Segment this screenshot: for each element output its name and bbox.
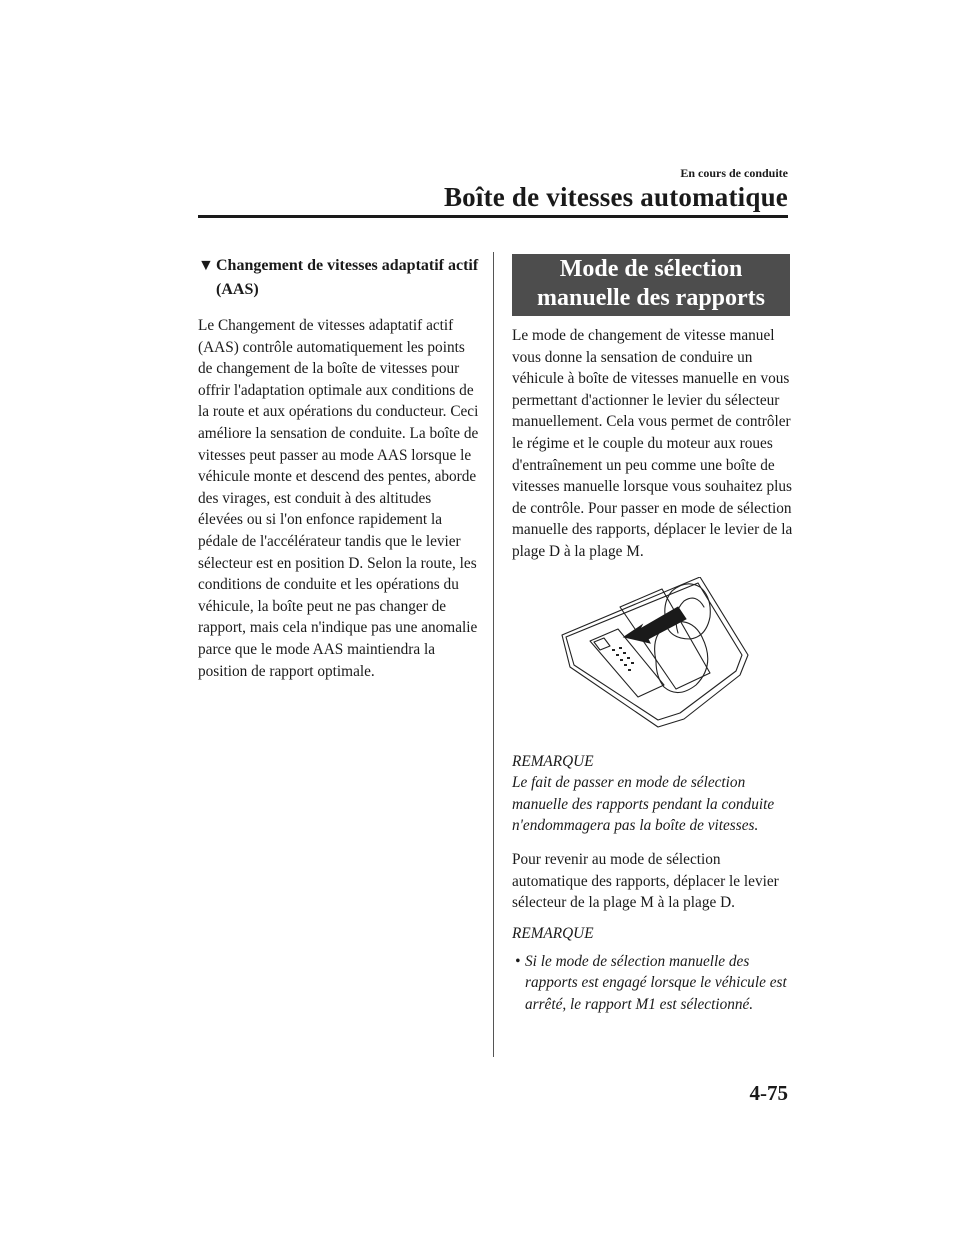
bullet-dot-icon: •: [515, 952, 521, 970]
section-label: En cours de conduite: [680, 166, 788, 180]
section-banner: [512, 254, 790, 316]
note-bullet-text: Si le mode de sélection manuelle des rapports est engagé lorsque le véhicule est arrêté, le rapport M1 est sélectionné.: [525, 952, 787, 1013]
chapter-title: Boîte de vitesses automatique: [443, 182, 788, 212]
page-number: 4-75: [749, 1081, 788, 1105]
header-rule: [198, 215, 788, 218]
aas-subheading-text: Changement de vitesses adaptatif actif (AAS): [216, 257, 479, 298]
aas-paragraph: Le Changement de vitesses adaptatif actif (AAS) contrôle automatiquement les points de changement de la boîte de vitesses pour offrir l'adaptation optimale aux conditions de la route et aux opérations du conducteur. Ceci améliore la sensation de conduite. La boîte de vitesses peut passer au mode AAS lorsque le véhicule monte et descend des pentes, aborde des virages, est conduit à des altitudes élevées ou si l'on enfonce rapidement la pédale de l'accélérateur tandis que le levier sélecteur est en position D. Selon la route, les conditions de conduite et les opérations du véhicule, la boîte peut ne pas changer de rapport, mais cela n'indique pas une anomalie parce que le mode AAS maintiendra la position de rapport optimale.: [198, 317, 479, 680]
right-column: [512, 254, 794, 1015]
manual-mode-paragraph: Le mode de changement de vitesse manuel vous donne la sensation de conduire un véhicule à boîte de vitesses manuelle en vous permettant d'actionner le levier du sélecteur manuellement. Cela vous permet de contrôler le régime et le couple du moteur aux roues d'entraînement un peu comme une boîte de vitesses manuelle lorsque vous souhaitez plus de contrôle. Pour passer en mode de sélection manuelle des rapports, déplacer le levier de la plage D à la plage M.: [512, 327, 793, 560]
left-column: [198, 254, 480, 682]
note-title-2: REMARQUE: [512, 924, 594, 942]
note-text-1: Le fait de passer en mode de sélection manuelle des rapports pendant la conduite n'endommagera pas la boîte de vitesses.: [512, 774, 775, 835]
return-paragraph: Pour revenir au mode de sélection automatique des rapports, déplacer le levier sélecteur de la plage M à la plage D.: [512, 850, 779, 912]
banner-line-2: manuelle des rapports: [537, 285, 765, 311]
gear-selector-illustration: [560, 577, 750, 733]
aas-subheading: [198, 254, 480, 302]
triangle-marker-icon: ▼: [198, 257, 214, 274]
column-divider: [493, 252, 494, 1057]
note-bullet: [512, 951, 794, 1016]
note-title-1: REMARQUE: [512, 752, 594, 770]
banner-line-1: Mode de sélection: [559, 256, 743, 282]
